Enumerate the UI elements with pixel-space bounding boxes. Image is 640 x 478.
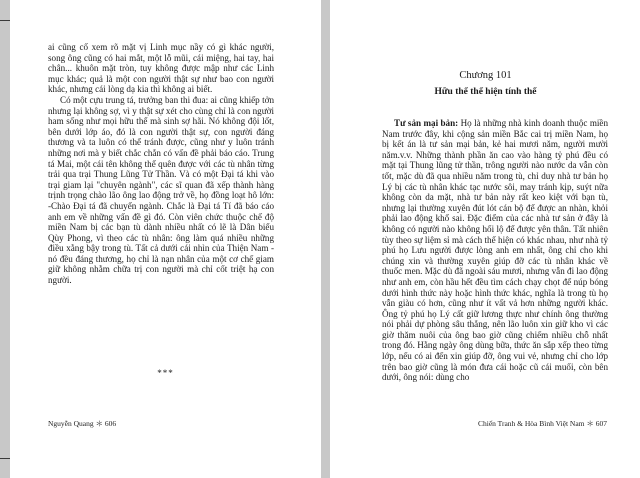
crop-mark: [0, 458, 10, 459]
section-separator: ***: [157, 368, 174, 378]
paragraph: ai cũng cố xem rõ mặt vị Linh mục nầy có gì khác người, song ông cũng có hai mắt, một lỗ mũi, cái miệng, hai tay, hai chân... khuôn mặt tròn, tuy không được mập như các Linh mục khác; quả là một con người thật sự như bao con người khác, nhưng cái lòng dạ kia thì không ai biết.: [48, 42, 274, 95]
page-footer: Chiến Tranh & Hòa Bình Việt Nam ＊ 607: [478, 419, 607, 428]
page-footer: Nguyễn Quang ＊ 606: [48, 419, 117, 428]
right-page-body: [382, 118, 608, 383]
chapter-label: Chương 101: [459, 70, 512, 81]
paragraph-lead: Tư sản mại bản:: [394, 118, 459, 128]
left-page-body: [48, 42, 274, 286]
right-page: [330, 0, 640, 478]
left-page: [10, 0, 321, 478]
crop-mark: [0, 20, 10, 21]
chapter-title: Hữu thể thể hiện tính thể: [434, 87, 537, 97]
paragraph: [382, 118, 608, 383]
paragraph-text: Họ là những nhà kinh doanh thuộc miền Nam trước đây, khi cộng sản miền Bắc cai trị miền Nam, họ bị kết án là tư sản mại bản, kẻ hai mươi năm, người mười năm.v.v. Những thành phần ăn cao vào hàng tỷ phú đều có mặt tại Thung lũng tử thần, trông người nào nước da vẫn còn tốt, mặc dù đã qua nhiều năm trong tù, chỉ duy nhà tư bản họ Lý bị các tù nhân khác tạc nước sôi, may tránh kịp, suýt nữa không còn da mặt, nhà tư bản này rất keo kiệt với bạn tù, nhưng lại thường xuyên đút lót cán bộ để được an nhàn, khỏi phải lao động khổ sai. Đặc điểm của các nhà tư sản ở đây là không có người nào không hối lộ để được yên thân. Tất nhiên tùy theo sự liệm sỉ mà cách thể hiện có khác nhau, như nhà tỷ phú họ Lưu người được lòng anh em nhất, ông chỉ cho khi chúng xin và thường xuyên giúp đỡ các tù nhân khác về thuốc men. Mặc dù đã ngoài sáu mươi, nhưng vẫn đi lao động như anh em, còn hầu hết đều tìm cách chạy chọt để núp bóng dưới hình thức này hoặc hình thức khác, nghĩa là trong tù họ vẫn giàu có hơn, cũng như ít vất vả hơn những người khác. Ông tỷ phú họ Lý cất giữ lương thực như chính ông thường nói phải dự phòng sâu thẳng, nên lão luôn xin giữ kho vì các giờ thăm nuôi của ông bao giờ cũng chiếm nhiều chỗ nhất trong đó. Hằng ngày ông dùng bữa, thức ăn sắp xếp theo từng lớp, nếu có ai đến xin giúp đỡ, ông vui vẻ, nhưng chỉ cho lớp trên bao giờ cũng là món đưa cái hoặc cũ cái muối, còn bên dưới, ông nói: dùng cho: [382, 118, 608, 383]
paragraph: Có một cựu trung tá, trưởng ban thi đua: ai cũng khiếp tởn nhưng lại không sợ, vì y thật sự xét cho cùng chỉ là con người ham sống như mọi hữu thể mà sinh sợ hãi. Nó không đội lốt, bên dưới lớp áo, đó là con người thật sự, con người đáng thương và ta luôn có thể tránh được, cũng như y luôn tránh những nơi mà y biết chắc chắn có vấn đề phải báo cáo. Trung tá Mai, một cái tên không thể quên được với các tù nhân từng trải qua trại Thung Lũng Tử Thần. Và có một Đại tá khi vào trại giam lại "chuyên ngành", các sĩ quan đã xếp thành hàng trịnh trọng chào lão ông lao động trở về, họ đồng loạt hô lớn: -Chào Đại tá đã chuyển ngành. Chắc là Đại tá Tí đã báo cáo anh em về những vấn đề gì đó. Còn viên chức thuộc chế độ miền Nam bị các bạn tù dành nhiều nhất có lẽ là Dân biểu Qùy Phong, vì theo các tù nhân: ông làm quá nhiều những điều xằng bậy trong tù. Tất cả dưới cái nhìn của Thiện Nam - nó đều đáng thương, họ chỉ là nạn nhân của một cơ chế giam giữ không nhằm chữa trị con người mà chỉ cốt triệt hạ con người.: [48, 94, 274, 286]
